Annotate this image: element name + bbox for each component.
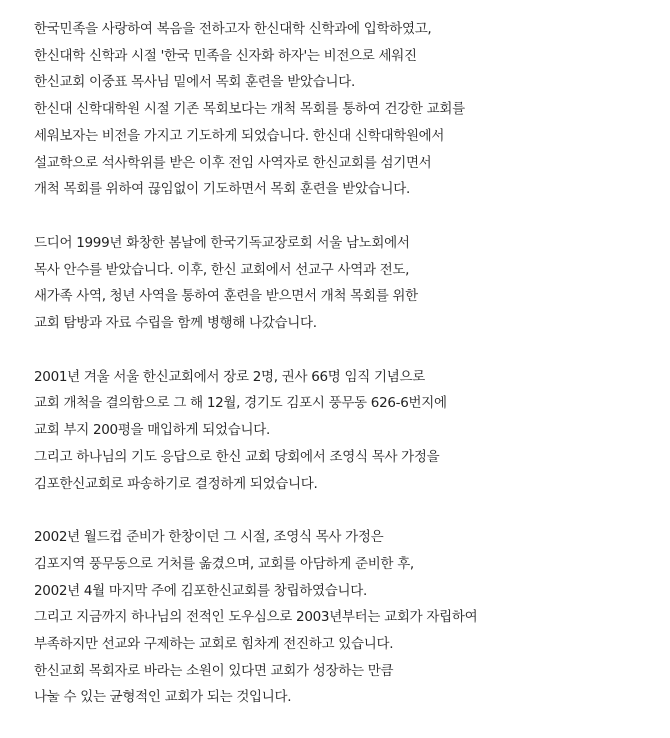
- text-line: 교회 개척을 결의함으로 그 해 12월, 경기도 김포시 풍무동 626-6번지에: [34, 395, 447, 412]
- text-line: 설교학으로 석사학위를 받은 이후 전임 사역자로 한신교회를 섬기면서: [34, 154, 432, 171]
- text-line: 2001년 겨울 서울 한신교회에서 장로 2명, 권사 66명 임직 기념으로: [34, 368, 425, 385]
- text-line: 2002년 4월 마지막 주에 김포한신교회를 창립하였습니다.: [34, 582, 367, 599]
- paragraph-founding-decision: [34, 364, 664, 498]
- text-line: 개척 목회를 위하여 끊임없이 기도하면서 목회 훈련을 받았습니다.: [34, 181, 410, 198]
- text-line: 그리고 하나님의 기도 응답으로 한신 교회 당회에서 조영식 목사 가정을: [34, 448, 440, 465]
- text-line: 드디어 1999년 화창한 봄날에 한국기독교장로회 서울 남노회에서: [34, 234, 410, 251]
- paragraph-calling: [34, 16, 664, 203]
- text-line: 나눌 수 있는 균형적인 교회가 되는 것입니다.: [34, 689, 292, 706]
- text-line: 교회 탐방과 자료 수립을 함께 병행해 나갔습니다.: [34, 315, 317, 332]
- text-line: 2002년 월드컵 준비가 한창이던 그 시절, 조영식 목사 가정은: [34, 529, 384, 546]
- text-line: 그리고 지금까지 하나님의 전적인 도우심으로 2003년부터는 교회가 자립하여: [34, 609, 478, 626]
- text-line: 김포한신교회로 파송하기로 결정하게 되었습니다.: [34, 475, 318, 492]
- text-line: 한국민족을 사랑하여 복음을 전하고자 한신대학 신학과에 입학하였고,: [34, 21, 432, 37]
- text-line: 교회 부지 200평을 매입하게 되었습니다.: [34, 422, 270, 439]
- article-body: [34, 16, 664, 738]
- text-line: 한신대 신학대학원 시절 기존 목회보다는 개척 목회를 통하여 건강한 교회를: [34, 101, 465, 118]
- paragraph-church-founding: [34, 524, 664, 711]
- text-line: 부족하지만 선교와 구제하는 교회로 힘차게 전진하고 있습니다.: [34, 636, 394, 653]
- text-line: 한신교회 이중표 목사님 밑에서 목회 훈련을 받았습니다.: [34, 74, 355, 91]
- text-line: 세워보자는 비전을 가지고 기도하게 되었습니다. 한신대 신학대학원에서: [34, 127, 445, 144]
- text-line: 한신교회 목회자로 바라는 소원이 있다면 교회가 성장하는 만큼: [34, 662, 394, 679]
- paragraph-ordination: [34, 230, 664, 337]
- text-line: 한신대학 신학과 시절 '한국 민족을 신자화 하자'는 비전으로 세워진: [34, 47, 417, 64]
- text-line: 새가족 사역, 청년 사역을 통하여 훈련을 받으면서 개척 목회를 위한: [34, 288, 418, 305]
- text-line: 김포지역 풍무동으로 거처를 옮겼으며, 교회를 아담하게 준비한 후,: [34, 555, 414, 572]
- text-line: 목사 안수를 받았습니다. 이후, 한신 교회에서 선교구 사역과 전도,: [34, 261, 410, 278]
